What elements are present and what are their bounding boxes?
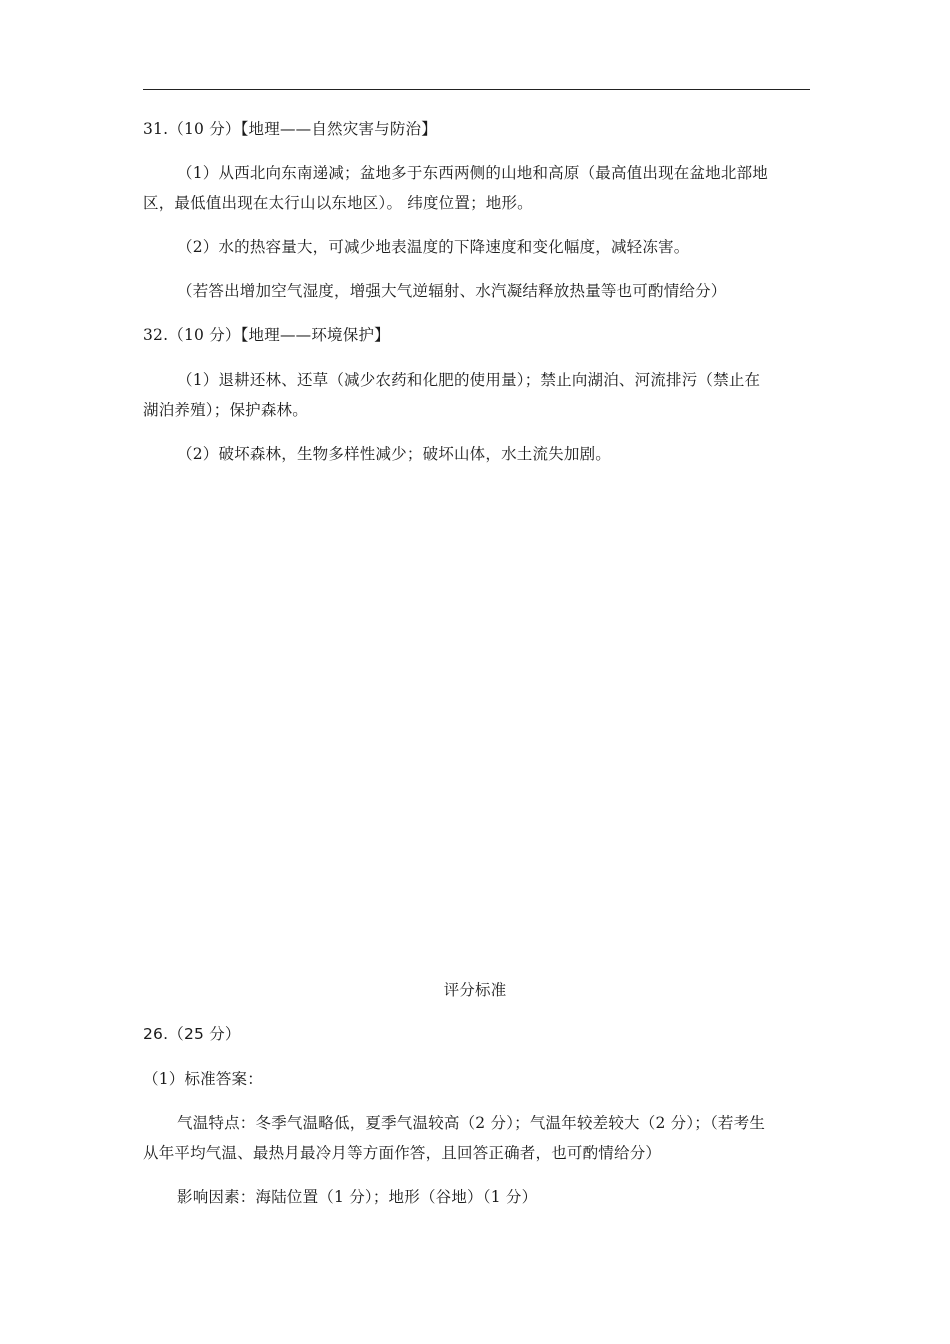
q32-part1-line1: （1）退耕还林、还草（减少农药和化肥的使用量）；禁止向湖泊、河流排污（禁止在 [177, 371, 761, 389]
q26-title: 26.（25 分） [143, 1025, 241, 1043]
q26-temp-line1: 气温特点：冬季气温略低，夏季气温较高（2 分）；气温年较差较大（2 分）；（若考生 [177, 1114, 766, 1132]
q26-factors: 影响因素：海陆位置（1 分）；地形（谷地）（1 分） [177, 1188, 538, 1206]
q32-part2: （2）破坏森林，生物多样性减少；破坏山体，水土流失加剧。 [177, 445, 611, 463]
q32-part1-line2: 湖泊养殖）；保护森林。 [143, 401, 308, 419]
q31-note: （若答出增加空气湿度，增强大气逆辐射、水汽凝结释放热量等也可酌情给分） [177, 282, 727, 300]
q26-temp-line2: 从年平均气温、最热月最冷月等方面作答，且回答正确者，也可酌情给分） [143, 1144, 662, 1162]
grading-heading: 评分标准 [443, 981, 507, 999]
q31-part1-line2: 区，最低值出现在太行山以东地区）。 纬度位置；地形。 [143, 194, 533, 212]
q31-part1-line1: （1）从西北向东南递减；盆地多于东西两侧的山地和高原（最高值出现在盆地北部地 [177, 164, 768, 182]
header-rule [143, 89, 810, 90]
q32-title: 32.（10 分）【地理——环境保护】 [143, 326, 390, 344]
q31-title: 31.（10 分）【地理——自然灾害与防治】 [143, 120, 437, 138]
q26-part1-label: （1）标准答案： [143, 1070, 263, 1088]
q31-part2: （2）水的热容量大，可减少地表温度的下降速度和变化幅度，减轻冻害。 [177, 238, 690, 256]
